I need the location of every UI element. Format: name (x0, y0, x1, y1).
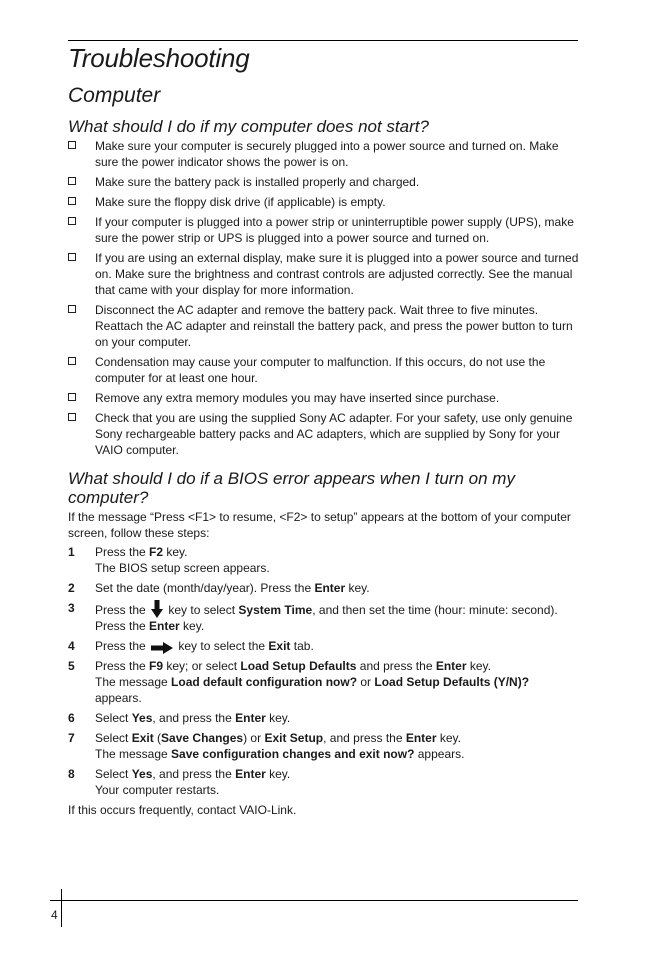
step-number: 3 (68, 601, 75, 615)
step-3: 3 Press the key to select System Time, and then set the time (hour: minute: second). Press the Enter key. (68, 601, 558, 633)
step-number: 2 (68, 581, 75, 595)
checklist-item: If your computer is plugged into a power strip or uninterruptible power supply (UPS), make sure the power strip or UPS is plugged into a power source and turned on. (68, 214, 580, 246)
step-number: 1 (68, 545, 75, 559)
footer-rule (50, 900, 578, 901)
step-number: 8 (68, 767, 75, 781)
checkbox-bullet-icon (68, 253, 76, 261)
step-number: 6 (68, 711, 75, 725)
closing-note: If this occurs frequently, contact VAIO-Link. (68, 803, 297, 817)
bios-intro: If the message “Press <F1> to resume, <F2> to setup” appears at the bottom of your computer screen, follow these steps: (68, 510, 571, 540)
step-4: 4 Press the key to select the Exit tab. (68, 639, 314, 653)
checklist-item: If you are using an external display, make sure it is plugged into a power source and turned on. Make sure the brightness and contrast controls are adjusted correctly. See the manual that came with your display for more information. (68, 250, 580, 298)
checkbox-bullet-icon (68, 141, 76, 149)
checklist-item: Remove any extra memory modules you may have inserted since purchase. (68, 390, 580, 406)
question-heading-bios: What should I do if a BIOS error appears when I turn on my computer? (68, 469, 515, 507)
checklist-item: Make sure your computer is securely plugged into a power source and turned on. Make sure the power indicator shows the power is on. (68, 138, 580, 170)
checklist-item: Make sure the floppy disk drive (if applicable) is empty. (68, 194, 580, 210)
bios-steps (68, 544, 580, 798)
footer-tick (61, 889, 62, 927)
step-number: 7 (68, 731, 75, 745)
page-number: 4 (51, 908, 58, 922)
step-5: 5 Press the F9 key; or select Load Setup Defaults and press the Enter key. The message Load default configuration now? or Load Setup Defaults (Y/N)? appears. (68, 659, 530, 705)
step-number: 5 (68, 659, 75, 673)
step-number: 4 (68, 639, 75, 653)
start-checklist (68, 138, 580, 458)
checkbox-bullet-icon (68, 177, 76, 185)
question-heading-start: What should I do if my computer does not start? (68, 117, 429, 136)
checkbox-bullet-icon (68, 393, 76, 401)
checkbox-bullet-icon (68, 197, 76, 205)
page-title: Troubleshooting (68, 43, 250, 73)
checkbox-bullet-icon (68, 413, 76, 421)
step-7: 7 Select Exit (Save Changes) or Exit Setup, and press the Enter key. The message Save configuration changes and exit now? appears. (68, 731, 465, 761)
top-rule (68, 40, 578, 41)
checklist-item: Disconnect the AC adapter and remove the battery pack. Wait three to five minutes. Reattach the AC adapter and reinstall the battery pack, and press the power button to turn on your computer. (68, 302, 580, 350)
step-8: 8 Select Yes, and press the Enter key. Your computer restarts. (68, 767, 291, 797)
right-arrow-key-icon (151, 642, 173, 654)
checklist-item: Check that you are using the supplied Sony AC adapter. For your safety, use only genuine Sony rechargeable battery packs and AC adapters, which are supplied by Sony for your VAIO computer. (68, 410, 580, 458)
checkbox-bullet-icon (68, 305, 76, 313)
step-1: 1 Press the F2 key. The BIOS setup screen appears. (68, 545, 270, 575)
checklist-item: Make sure the battery pack is installed properly and charged. (68, 174, 580, 190)
page-content (68, 43, 580, 818)
down-arrow-key-icon (151, 600, 163, 618)
step-6: 6 Select Yes, and press the Enter key. (68, 711, 291, 725)
checkbox-bullet-icon (68, 357, 76, 365)
checklist-item: Condensation may cause your computer to malfunction. If this occurs, do not use the computer for at least one hour. (68, 354, 580, 386)
section-heading: Computer (68, 84, 161, 107)
step-2: 2 Set the date (month/day/year). Press the Enter key. (68, 581, 370, 595)
checkbox-bullet-icon (68, 217, 76, 225)
